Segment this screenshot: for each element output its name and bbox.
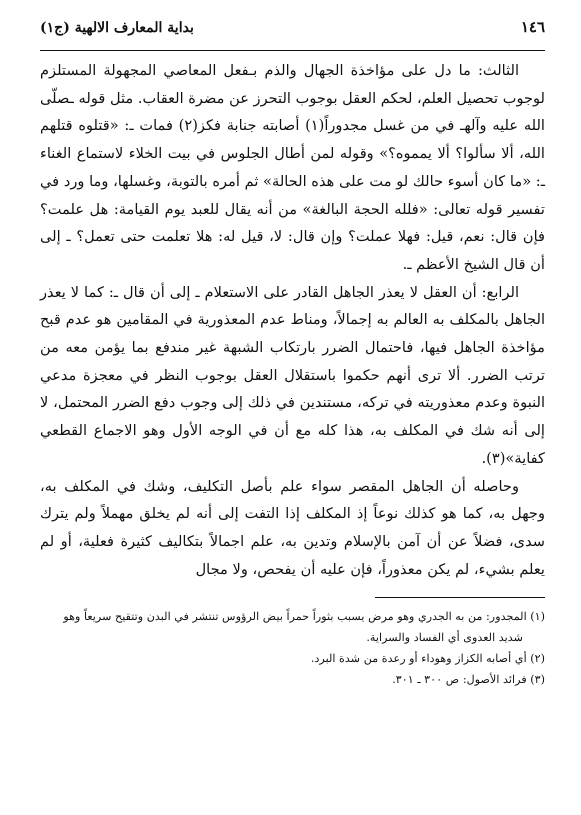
footnote-1: (١) المجدور: من به الجدري وهو مرض يسبب بثوراً حمراً بيض الرؤوس تنتشر في البدن وتتقيح سريعاً وهو [63,610,545,624]
page-header [40,18,545,48]
paragraph-fourth: الرابع: أن العقل لا يعذر الجاهل القادر على الاستعلام ـ إلى أن قال ـ: كما لا يعذر الجاهل بالمكلف به العالم به إجمالاً، ومناط عدم المعذورية في المقامين هو عدم قبح مؤاخذة الجاهل فيها، فاحتمال الضرر بارتكاب الشبهة غير مندفع بما يؤمن معه من ترتب الضرر. ألا ترى أنهم حكموا باستقلال العقل بوجوب النظر في معجزة مدعي النبوة وعدم معذوريته في تركه، مستندين في ذلك إلى وجوب دفع الضرر المحتمل، لا إلى أنه شك في المكلف به، هذا كله مع أن في الوجه الأول وهو الاجماع القطعي كفاية»(٣). [40,283,545,467]
footnote-2: (٢) أي أصابه الكزاز وهوداء أو رعدة من شدة البرد. [310,652,545,666]
footnote-3: (٣) فرائد الأصول: ص ٣٠٠ ـ ٣٠١. [392,673,545,687]
footnotes [40,606,545,690]
footnote-1-continued: شديد العدوى أي الفساد والسراية. [366,631,523,645]
footnote-separator [375,597,545,598]
book-page [40,18,545,798]
paragraph-summary: وحاصله أن الجاهل المقصر سواء علم بأصل التكليف، وشك في المكلف به، وجهل به، كما هو كذلك نوعاً إذ المكلف إذا التفت إلى أنه لم يخلق مهملاً ولم يترك سدى، فضلاً عن أن آمن بالإسلام وتدين به، علم اجمالاً بتكاليف كثيرة فعلية، أو لم يعلم بشيء، لم يكن معذوراً، فإن عليه أن يفحص، ولا مجال [40,477,545,578]
page-number: ١٤٦ [520,18,545,36]
paragraph-third: الثالث: ما دل على مؤاخذة الجهال والذم بـفعل المعاصي المجهولة المستلزم لوجوب تحصيل العلم، لحكم العقل بوجوب التحرز عن مضرة العقاب. مثل قوله ـصلّى الله عليه وآلهـ في من غسل مجدوراً(١) أصابته جنابة فكز(٢) فمات ـ: «قتلوه قتلهم الله، ألا سألوا؟ ألا يمموه؟» وقوله لمن أطال الجلوس في بيت الخلاء لاستماع الغناء ـ: «ما كان أسوء حالك لو مت على هذه الحالة» ثم أمره بالتوبة، وغسلها، وما ورد في تفسير قوله تعالى: «فلله الحجة البالغة» من أنه يقال للعبد يوم القيامة: هل علمت؟ فإن قال: نعم، قيل: فهلا عملت؟ وإن قال: لا، قيل له: هلا تعلمت حتى تعمل؟ ـ إلى أن قال الشيخ الأعظم ـ. [39,62,545,273]
running-title: بداية المعارف الالهية (ج١) [40,20,194,36]
header-rule [40,50,545,51]
main-text [40,57,545,583]
